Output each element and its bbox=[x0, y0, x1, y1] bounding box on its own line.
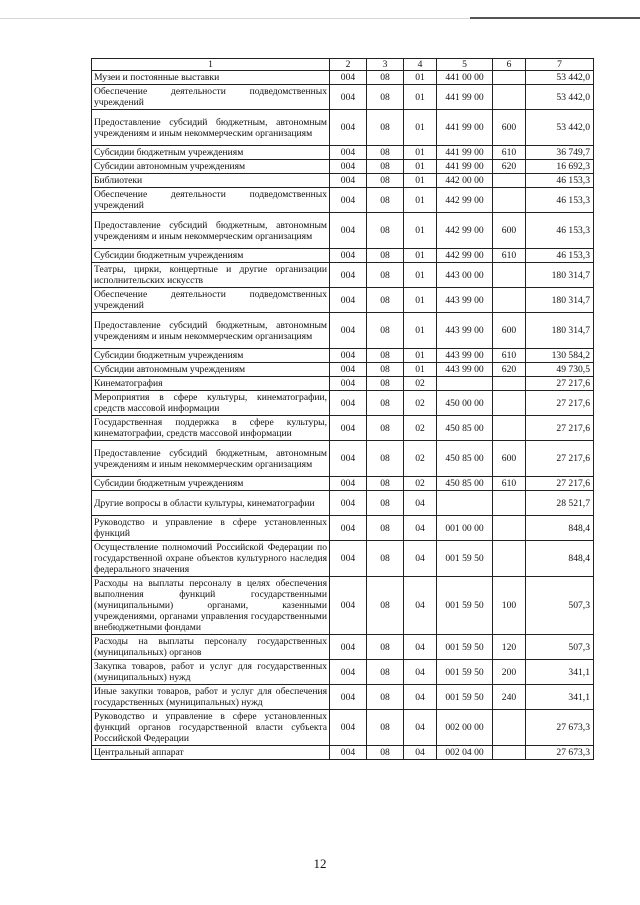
row-name: Библиотеки bbox=[92, 174, 330, 188]
row-target-article: 441 99 00 bbox=[437, 85, 493, 110]
row-expense-type: 610 bbox=[493, 249, 526, 263]
row-expense-type bbox=[493, 377, 526, 391]
table-row bbox=[92, 349, 594, 363]
row-ministry-code: 004 bbox=[330, 110, 367, 146]
header-row bbox=[92, 59, 594, 71]
row-expense-type: 620 bbox=[493, 363, 526, 377]
table-row bbox=[92, 288, 594, 313]
row-expense-type: 610 bbox=[493, 349, 526, 363]
row-ministry-code: 004 bbox=[330, 249, 367, 263]
row-ministry-code: 004 bbox=[330, 288, 367, 313]
row-name: Предоставление субсидий бюджетным, автономным учреждениям и иным некоммерческим организациям bbox=[92, 110, 330, 146]
row-expense-type: 600 bbox=[493, 110, 526, 146]
row-expense-type bbox=[493, 288, 526, 313]
row-section-code: 08 bbox=[367, 313, 404, 349]
row-section-code: 08 bbox=[367, 391, 404, 416]
table-row bbox=[92, 213, 594, 249]
row-name: Субсидии автономным учреждениям bbox=[92, 160, 330, 174]
row-expense-type: 200 bbox=[493, 660, 526, 685]
row-expense-type: 240 bbox=[493, 685, 526, 710]
row-ministry-code: 004 bbox=[330, 441, 367, 477]
row-expense-type bbox=[493, 263, 526, 288]
row-name: Предоставление субсидий бюджетным, автономным учреждениям и иным некоммерческим организациям bbox=[92, 441, 330, 477]
row-subsection-code: 01 bbox=[404, 85, 437, 110]
row-section-code: 08 bbox=[367, 541, 404, 577]
table-row bbox=[92, 313, 594, 349]
table-row bbox=[92, 541, 594, 577]
row-ministry-code: 004 bbox=[330, 349, 367, 363]
row-expense-type: 100 bbox=[493, 577, 526, 635]
row-section-code: 08 bbox=[367, 746, 404, 760]
table-row bbox=[92, 263, 594, 288]
row-target-article: 441 00 00 bbox=[437, 71, 493, 85]
row-target-article: 002 00 00 bbox=[437, 710, 493, 746]
row-ministry-code: 004 bbox=[330, 174, 367, 188]
row-target-article: 002 04 00 bbox=[437, 746, 493, 760]
row-ministry-code: 004 bbox=[330, 635, 367, 660]
row-name: Государственная поддержка в сфере культуры, кинематографии, средств массовой информации bbox=[92, 416, 330, 441]
row-section-code: 08 bbox=[367, 441, 404, 477]
row-name: Кинематография bbox=[92, 377, 330, 391]
row-ministry-code: 004 bbox=[330, 491, 367, 516]
table-row bbox=[92, 577, 594, 635]
table-row bbox=[92, 491, 594, 516]
row-subsection-code: 04 bbox=[404, 660, 437, 685]
row-section-code: 08 bbox=[367, 477, 404, 491]
row-amount: 28 521,7 bbox=[526, 491, 594, 516]
header-cell-6: 6 bbox=[493, 59, 526, 71]
row-name: Руководство и управление в сфере установленных функций органов государственной власти субъекта Российской Федерации bbox=[92, 710, 330, 746]
row-subsection-code: 01 bbox=[404, 188, 437, 213]
row-section-code: 08 bbox=[367, 416, 404, 441]
row-ministry-code: 004 bbox=[330, 416, 367, 441]
row-target-article: 441 99 00 bbox=[437, 160, 493, 174]
row-name: Закупка товаров, работ и услуг для государственных (муниципальных) нужд bbox=[92, 660, 330, 685]
row-subsection-code: 04 bbox=[404, 577, 437, 635]
row-ministry-code: 004 bbox=[330, 146, 367, 160]
row-name: Музеи и постоянные выставки bbox=[92, 71, 330, 85]
row-target-article: 441 99 00 bbox=[437, 110, 493, 146]
row-subsection-code: 01 bbox=[404, 110, 437, 146]
row-target-article: 442 99 00 bbox=[437, 249, 493, 263]
row-ministry-code: 004 bbox=[330, 516, 367, 541]
row-ministry-code: 004 bbox=[330, 541, 367, 577]
row-section-code: 08 bbox=[367, 635, 404, 660]
row-expense-type: 620 bbox=[493, 160, 526, 174]
table-body bbox=[92, 71, 594, 760]
table-row bbox=[92, 160, 594, 174]
table-row bbox=[92, 416, 594, 441]
row-section-code: 08 bbox=[367, 146, 404, 160]
row-target-article: 001 59 50 bbox=[437, 541, 493, 577]
row-subsection-code: 01 bbox=[404, 263, 437, 288]
row-expense-type: 600 bbox=[493, 213, 526, 249]
row-amount: 36 749,7 bbox=[526, 146, 594, 160]
row-subsection-code: 01 bbox=[404, 71, 437, 85]
row-expense-type bbox=[493, 391, 526, 416]
table-row bbox=[92, 249, 594, 263]
row-ministry-code: 004 bbox=[330, 477, 367, 491]
row-ministry-code: 004 bbox=[330, 160, 367, 174]
row-subsection-code: 04 bbox=[404, 516, 437, 541]
row-name: Руководство и управление в сфере установленных функций bbox=[92, 516, 330, 541]
row-amount: 180 314,7 bbox=[526, 288, 594, 313]
row-section-code: 08 bbox=[367, 288, 404, 313]
row-target-article: 442 99 00 bbox=[437, 188, 493, 213]
row-section-code: 08 bbox=[367, 377, 404, 391]
row-expense-type: 610 bbox=[493, 146, 526, 160]
row-amount: 27 217,6 bbox=[526, 477, 594, 491]
row-name: Расходы на выплаты персоналу государственных (муниципальных) органов bbox=[92, 635, 330, 660]
row-amount: 180 314,7 bbox=[526, 263, 594, 288]
row-section-code: 08 bbox=[367, 160, 404, 174]
row-amount: 46 153,3 bbox=[526, 188, 594, 213]
row-target-article: 450 85 00 bbox=[437, 477, 493, 491]
row-ministry-code: 004 bbox=[330, 685, 367, 710]
table-row bbox=[92, 110, 594, 146]
row-subsection-code: 04 bbox=[404, 491, 437, 516]
row-target-article: 001 59 50 bbox=[437, 660, 493, 685]
row-name: Предоставление субсидий бюджетным, автономным учреждениям и иным некоммерческим организациям bbox=[92, 313, 330, 349]
row-target-article: 443 99 00 bbox=[437, 288, 493, 313]
row-amount: 16 692,3 bbox=[526, 160, 594, 174]
row-name: Обеспечение деятельности подведомственных учреждений bbox=[92, 85, 330, 110]
row-ministry-code: 004 bbox=[330, 746, 367, 760]
row-target-article: 443 00 00 bbox=[437, 263, 493, 288]
row-target-article: 001 59 50 bbox=[437, 635, 493, 660]
row-section-code: 08 bbox=[367, 710, 404, 746]
table-row bbox=[92, 660, 594, 685]
row-section-code: 08 bbox=[367, 71, 404, 85]
row-ministry-code: 004 bbox=[330, 263, 367, 288]
row-section-code: 08 bbox=[367, 491, 404, 516]
row-target-article: 442 99 00 bbox=[437, 213, 493, 249]
budget-table bbox=[91, 58, 594, 760]
row-section-code: 08 bbox=[367, 263, 404, 288]
row-amount: 53 442,0 bbox=[526, 85, 594, 110]
row-amount: 46 153,3 bbox=[526, 174, 594, 188]
row-expense-type: 600 bbox=[493, 441, 526, 477]
header-cell-4: 4 bbox=[404, 59, 437, 71]
row-target-article: 450 85 00 bbox=[437, 441, 493, 477]
row-subsection-code: 01 bbox=[404, 174, 437, 188]
row-expense-type bbox=[493, 174, 526, 188]
row-amount: 27 217,6 bbox=[526, 416, 594, 441]
row-expense-type bbox=[493, 491, 526, 516]
row-amount: 341,1 bbox=[526, 685, 594, 710]
row-amount: 180 314,7 bbox=[526, 313, 594, 349]
row-amount: 27 217,6 bbox=[526, 377, 594, 391]
row-subsection-code: 01 bbox=[404, 213, 437, 249]
row-amount: 27 673,3 bbox=[526, 710, 594, 746]
row-target-article: 450 85 00 bbox=[437, 416, 493, 441]
row-name: Центральный аппарат bbox=[92, 746, 330, 760]
row-expense-type: 600 bbox=[493, 313, 526, 349]
row-target-article bbox=[437, 491, 493, 516]
row-ministry-code: 004 bbox=[330, 71, 367, 85]
row-subsection-code: 02 bbox=[404, 377, 437, 391]
row-name: Обеспечение деятельности подведомственных учреждений bbox=[92, 188, 330, 213]
row-subsection-code: 02 bbox=[404, 416, 437, 441]
row-amount: 27 673,3 bbox=[526, 746, 594, 760]
row-amount: 341,1 bbox=[526, 660, 594, 685]
row-section-code: 08 bbox=[367, 110, 404, 146]
row-subsection-code: 01 bbox=[404, 363, 437, 377]
row-subsection-code: 01 bbox=[404, 146, 437, 160]
row-section-code: 08 bbox=[367, 363, 404, 377]
row-target-article: 001 00 00 bbox=[437, 516, 493, 541]
header-cell-1: 1 bbox=[92, 59, 330, 71]
row-expense-type bbox=[493, 710, 526, 746]
row-target-article: 450 00 00 bbox=[437, 391, 493, 416]
row-name: Мероприятия в сфере культуры, кинематографии, средств массовой информации bbox=[92, 391, 330, 416]
row-amount: 507,3 bbox=[526, 577, 594, 635]
row-amount: 49 730,5 bbox=[526, 363, 594, 377]
row-ministry-code: 004 bbox=[330, 710, 367, 746]
row-expense-type bbox=[493, 746, 526, 760]
table-row bbox=[92, 635, 594, 660]
row-expense-type: 120 bbox=[493, 635, 526, 660]
row-expense-type bbox=[493, 188, 526, 213]
row-expense-type bbox=[493, 71, 526, 85]
table-row bbox=[92, 685, 594, 710]
row-ministry-code: 004 bbox=[330, 213, 367, 249]
row-ministry-code: 004 bbox=[330, 391, 367, 416]
table-row bbox=[92, 146, 594, 160]
row-ministry-code: 004 bbox=[330, 363, 367, 377]
table-row bbox=[92, 363, 594, 377]
table-row bbox=[92, 174, 594, 188]
row-name: Субсидии бюджетным учреждениям bbox=[92, 146, 330, 160]
header-cell-2: 2 bbox=[330, 59, 367, 71]
row-target-article: 443 99 00 bbox=[437, 313, 493, 349]
row-expense-type bbox=[493, 416, 526, 441]
row-section-code: 08 bbox=[367, 660, 404, 685]
row-name: Осуществление полномочий Российской Федерации по государственной охране объектов культурного наследия федерального значения bbox=[92, 541, 330, 577]
row-name: Другие вопросы в области культуры, кинематографии bbox=[92, 491, 330, 516]
row-section-code: 08 bbox=[367, 577, 404, 635]
row-subsection-code: 04 bbox=[404, 710, 437, 746]
row-amount: 130 584,2 bbox=[526, 349, 594, 363]
row-subsection-code: 01 bbox=[404, 313, 437, 349]
row-amount: 848,4 bbox=[526, 541, 594, 577]
row-expense-type bbox=[493, 85, 526, 110]
table-row bbox=[92, 477, 594, 491]
row-name: Субсидии бюджетным учреждениям bbox=[92, 249, 330, 263]
row-amount: 53 442,0 bbox=[526, 71, 594, 85]
table-row bbox=[92, 188, 594, 213]
table-row bbox=[92, 710, 594, 746]
row-amount: 507,3 bbox=[526, 635, 594, 660]
row-expense-type: 610 bbox=[493, 477, 526, 491]
row-target-article: 443 99 00 bbox=[437, 349, 493, 363]
row-subsection-code: 01 bbox=[404, 249, 437, 263]
row-section-code: 08 bbox=[367, 174, 404, 188]
row-section-code: 08 bbox=[367, 685, 404, 710]
row-name: Предоставление субсидий бюджетным, автономным учреждениям и иным некоммерческим организациям bbox=[92, 213, 330, 249]
header-cell-7: 7 bbox=[526, 59, 594, 71]
row-amount: 27 217,6 bbox=[526, 441, 594, 477]
row-expense-type bbox=[493, 516, 526, 541]
table-row bbox=[92, 746, 594, 760]
row-name: Расходы на выплаты персоналу в целях обеспечения выполнения функций государственными (муниципальными) органами, казенными учреждениями, органами управления государственными внебюджетными фондами bbox=[92, 577, 330, 635]
row-section-code: 08 bbox=[367, 85, 404, 110]
row-section-code: 08 bbox=[367, 516, 404, 541]
row-name: Обеспечение деятельности подведомственных учреждений bbox=[92, 288, 330, 313]
row-name: Иные закупки товаров, работ и услуг для обеспечения государственных (муниципальных) нужд bbox=[92, 685, 330, 710]
row-target-article: 443 99 00 bbox=[437, 363, 493, 377]
row-ministry-code: 004 bbox=[330, 377, 367, 391]
row-subsection-code: 04 bbox=[404, 635, 437, 660]
row-amount: 848,4 bbox=[526, 516, 594, 541]
row-target-article: 442 00 00 bbox=[437, 174, 493, 188]
row-subsection-code: 04 bbox=[404, 746, 437, 760]
table-row bbox=[92, 71, 594, 85]
row-ministry-code: 004 bbox=[330, 188, 367, 213]
row-subsection-code: 04 bbox=[404, 541, 437, 577]
row-subsection-code: 02 bbox=[404, 441, 437, 477]
row-ministry-code: 004 bbox=[330, 660, 367, 685]
table-row bbox=[92, 441, 594, 477]
row-target-article: 001 59 50 bbox=[437, 685, 493, 710]
row-section-code: 08 bbox=[367, 349, 404, 363]
row-name: Субсидии бюджетным учреждениям bbox=[92, 349, 330, 363]
row-name: Субсидии бюджетным учреждениям bbox=[92, 477, 330, 491]
row-subsection-code: 04 bbox=[404, 685, 437, 710]
row-section-code: 08 bbox=[367, 249, 404, 263]
row-amount: 46 153,3 bbox=[526, 249, 594, 263]
row-section-code: 08 bbox=[367, 188, 404, 213]
row-amount: 53 442,0 bbox=[526, 110, 594, 146]
header-cell-5: 5 bbox=[437, 59, 493, 71]
row-ministry-code: 004 bbox=[330, 313, 367, 349]
page-number: 12 bbox=[313, 856, 327, 871]
top-rule-accent bbox=[470, 17, 640, 19]
row-name: Субсидии автономным учреждениям bbox=[92, 363, 330, 377]
row-expense-type bbox=[493, 541, 526, 577]
row-amount: 27 217,6 bbox=[526, 391, 594, 416]
row-subsection-code: 01 bbox=[404, 160, 437, 174]
row-amount: 46 153,3 bbox=[526, 213, 594, 249]
row-name: Театры, цирки, концертные и другие организации исполнительских искусств bbox=[92, 263, 330, 288]
table-row bbox=[92, 391, 594, 416]
row-subsection-code: 01 bbox=[404, 288, 437, 313]
row-ministry-code: 004 bbox=[330, 577, 367, 635]
row-ministry-code: 004 bbox=[330, 85, 367, 110]
row-target-article bbox=[437, 377, 493, 391]
table-row bbox=[92, 516, 594, 541]
row-subsection-code: 01 bbox=[404, 349, 437, 363]
row-target-article: 001 59 50 bbox=[437, 577, 493, 635]
row-section-code: 08 bbox=[367, 213, 404, 249]
header-cell-3: 3 bbox=[367, 59, 404, 71]
table-row bbox=[92, 85, 594, 110]
row-subsection-code: 02 bbox=[404, 391, 437, 416]
row-target-article: 441 99 00 bbox=[437, 146, 493, 160]
row-subsection-code: 02 bbox=[404, 477, 437, 491]
table-row bbox=[92, 377, 594, 391]
